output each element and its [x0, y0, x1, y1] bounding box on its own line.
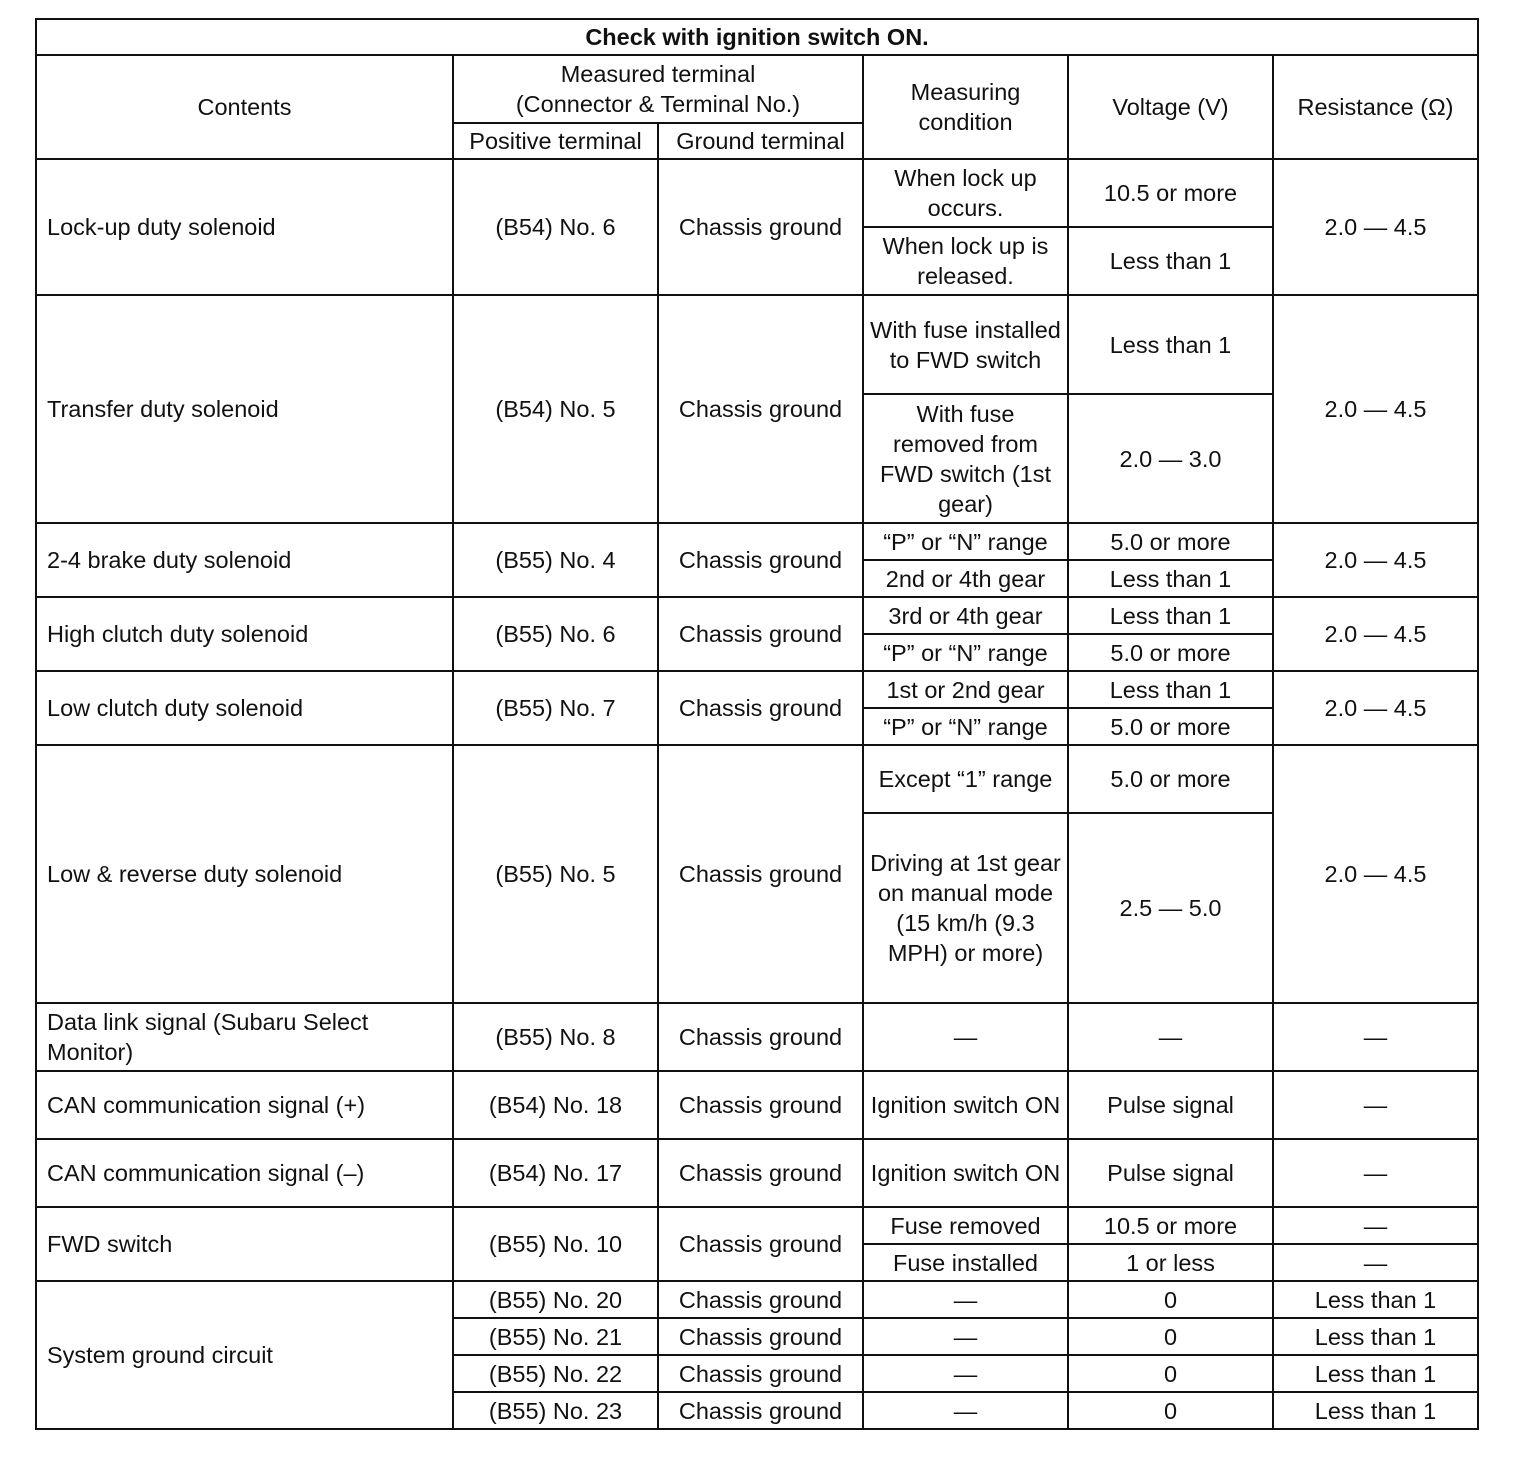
header-measured-terminal-sub: (Connector & Terminal No.) — [515, 91, 801, 117]
row-voltage: Pulse signal — [1068, 1071, 1273, 1139]
row-voltage: Less than 1 — [1068, 295, 1273, 394]
header-measured-terminal — [453, 55, 863, 123]
header-measuring-condition: Measuring condition — [863, 55, 1068, 159]
row-positive-terminal: (B55) No. 6 — [453, 597, 658, 671]
row-resistance: Less than 1 — [1273, 1318, 1478, 1355]
row-condition: 2nd or 4th gear — [863, 560, 1068, 597]
row-voltage: 5.0 or more — [1068, 745, 1273, 813]
row-condition: Ignition switch ON — [863, 1071, 1068, 1139]
row-ground-terminal: Chassis ground — [658, 1207, 863, 1281]
row-ground-terminal: Chassis ground — [658, 1355, 863, 1392]
table-row — [36, 597, 1478, 634]
row-positive-terminal: (B54) No. 17 — [453, 1139, 658, 1207]
row-voltage: 5.0 or more — [1068, 634, 1273, 671]
row-content: System ground circuit — [36, 1281, 453, 1429]
row-condition: — — [863, 1318, 1068, 1355]
row-content: Transfer duty solenoid — [36, 295, 453, 523]
row-ground-terminal: Chassis ground — [658, 1139, 863, 1207]
row-positive-terminal: (B55) No. 5 — [453, 745, 658, 1003]
row-content: Low & reverse duty solenoid — [36, 745, 453, 1003]
row-ground-terminal: Chassis ground — [658, 1003, 863, 1071]
table-row — [36, 1207, 1478, 1244]
row-voltage: 5.0 or more — [1068, 523, 1273, 560]
row-ground-terminal: Chassis ground — [658, 523, 863, 597]
row-condition: Fuse removed — [863, 1207, 1068, 1244]
row-condition: Except “1” range — [863, 745, 1068, 813]
table-title: Check with ignition switch ON. — [36, 19, 1478, 55]
row-positive-terminal: (B54) No. 18 — [453, 1071, 658, 1139]
row-content: CAN communication signal (–) — [36, 1139, 453, 1207]
row-voltage: Less than 1 — [1068, 560, 1273, 597]
row-resistance: — — [1273, 1139, 1478, 1207]
row-resistance: 2.0 — 4.5 — [1273, 745, 1478, 1003]
row-positive-terminal: (B55) No. 20 — [453, 1281, 658, 1318]
row-positive-terminal: (B54) No. 6 — [453, 159, 658, 295]
terminal-check-table — [35, 18, 1479, 1430]
row-ground-terminal: Chassis ground — [658, 1392, 863, 1429]
row-condition: “P” or “N” range — [863, 708, 1068, 745]
row-condition: Fuse installed — [863, 1244, 1068, 1281]
row-condition: With fuse installed to FWD switch — [863, 295, 1068, 394]
table-row — [36, 1139, 1478, 1207]
row-positive-terminal: (B55) No. 21 — [453, 1318, 658, 1355]
row-resistance: 2.0 — 4.5 — [1273, 295, 1478, 523]
row-condition: Driving at 1st gear on manual mode (15 km/h (9.3 MPH) or more) — [863, 813, 1068, 1003]
row-condition: “P” or “N” range — [863, 634, 1068, 671]
row-ground-terminal: Chassis ground — [658, 745, 863, 1003]
row-ground-terminal: Chassis ground — [658, 1071, 863, 1139]
row-condition: — — [863, 1003, 1068, 1071]
header-resistance: Resistance (Ω) — [1273, 55, 1478, 159]
row-condition: “P” or “N” range — [863, 523, 1068, 560]
table-row — [36, 1071, 1478, 1139]
row-ground-terminal: Chassis ground — [658, 295, 863, 523]
row-condition: 1st or 2nd gear — [863, 671, 1068, 708]
row-voltage: 0 — [1068, 1318, 1273, 1355]
row-condition: 3rd or 4th gear — [863, 597, 1068, 634]
row-content: FWD switch — [36, 1207, 453, 1281]
header-positive-terminal: Positive terminal — [453, 123, 658, 159]
row-resistance: Less than 1 — [1273, 1392, 1478, 1429]
header-measured-terminal-label: Measured terminal — [560, 61, 756, 87]
row-resistance: 2.0 — 4.5 — [1273, 597, 1478, 671]
table-row — [36, 159, 1478, 227]
row-positive-terminal: (B55) No. 22 — [453, 1355, 658, 1392]
row-ground-terminal: Chassis ground — [658, 597, 863, 671]
table-row — [36, 523, 1478, 560]
row-condition: With fuse removed from FWD switch (1st gear) — [863, 394, 1068, 523]
row-voltage: 5.0 or more — [1068, 708, 1273, 745]
row-ground-terminal: Chassis ground — [658, 1318, 863, 1355]
row-ground-terminal: Chassis ground — [658, 671, 863, 745]
table-row — [36, 295, 1478, 394]
row-resistance: Less than 1 — [1273, 1355, 1478, 1392]
row-content: High clutch duty solenoid — [36, 597, 453, 671]
row-resistance: 2.0 — 4.5 — [1273, 671, 1478, 745]
header-ground-terminal: Ground terminal — [658, 123, 863, 159]
row-ground-terminal: Chassis ground — [658, 159, 863, 295]
row-condition: When lock up is released. — [863, 227, 1068, 295]
row-condition: Ignition switch ON — [863, 1139, 1068, 1207]
row-voltage: Less than 1 — [1068, 671, 1273, 708]
row-ground-terminal: Chassis ground — [658, 1281, 863, 1318]
row-positive-terminal: (B55) No. 4 — [453, 523, 658, 597]
header-contents: Contents — [36, 55, 453, 159]
row-resistance: — — [1273, 1244, 1478, 1281]
table-row — [36, 745, 1478, 813]
row-positive-terminal: (B55) No. 23 — [453, 1392, 658, 1429]
header-row — [36, 55, 1478, 123]
row-voltage: 2.0 — 3.0 — [1068, 394, 1273, 523]
row-voltage: Less than 1 — [1068, 227, 1273, 295]
table-row — [36, 671, 1478, 708]
row-condition: — — [863, 1355, 1068, 1392]
row-positive-terminal: (B55) No. 7 — [453, 671, 658, 745]
table-title-row — [36, 19, 1478, 55]
row-resistance: Less than 1 — [1273, 1281, 1478, 1318]
row-voltage: Less than 1 — [1068, 597, 1273, 634]
row-resistance: 2.0 — 4.5 — [1273, 159, 1478, 295]
row-voltage: 0 — [1068, 1392, 1273, 1429]
row-resistance: — — [1273, 1207, 1478, 1244]
row-resistance: — — [1273, 1003, 1478, 1071]
row-voltage: 1 or less — [1068, 1244, 1273, 1281]
row-voltage: — — [1068, 1003, 1273, 1071]
row-voltage: 0 — [1068, 1355, 1273, 1392]
table-row — [36, 1281, 1478, 1318]
row-voltage: 2.5 — 5.0 — [1068, 813, 1273, 1003]
row-condition: — — [863, 1392, 1068, 1429]
row-voltage: Pulse signal — [1068, 1139, 1273, 1207]
row-condition: When lock up occurs. — [863, 159, 1068, 227]
row-positive-terminal: (B55) No. 8 — [453, 1003, 658, 1071]
table-row — [36, 1003, 1478, 1071]
row-resistance: — — [1273, 1071, 1478, 1139]
row-voltage: 0 — [1068, 1281, 1273, 1318]
row-content: CAN communication signal (+) — [36, 1071, 453, 1139]
row-content: Data link signal (Subaru Select Monitor) — [36, 1003, 453, 1071]
row-content: Lock-up duty solenoid — [36, 159, 453, 295]
row-voltage: 10.5 or more — [1068, 1207, 1273, 1244]
row-voltage: 10.5 or more — [1068, 159, 1273, 227]
row-condition: — — [863, 1281, 1068, 1318]
row-resistance: 2.0 — 4.5 — [1273, 523, 1478, 597]
row-positive-terminal: (B54) No. 5 — [453, 295, 658, 523]
header-voltage: Voltage (V) — [1068, 55, 1273, 159]
row-content: Low clutch duty solenoid — [36, 671, 453, 745]
row-content: 2-4 brake duty solenoid — [36, 523, 453, 597]
row-positive-terminal: (B55) No. 10 — [453, 1207, 658, 1281]
